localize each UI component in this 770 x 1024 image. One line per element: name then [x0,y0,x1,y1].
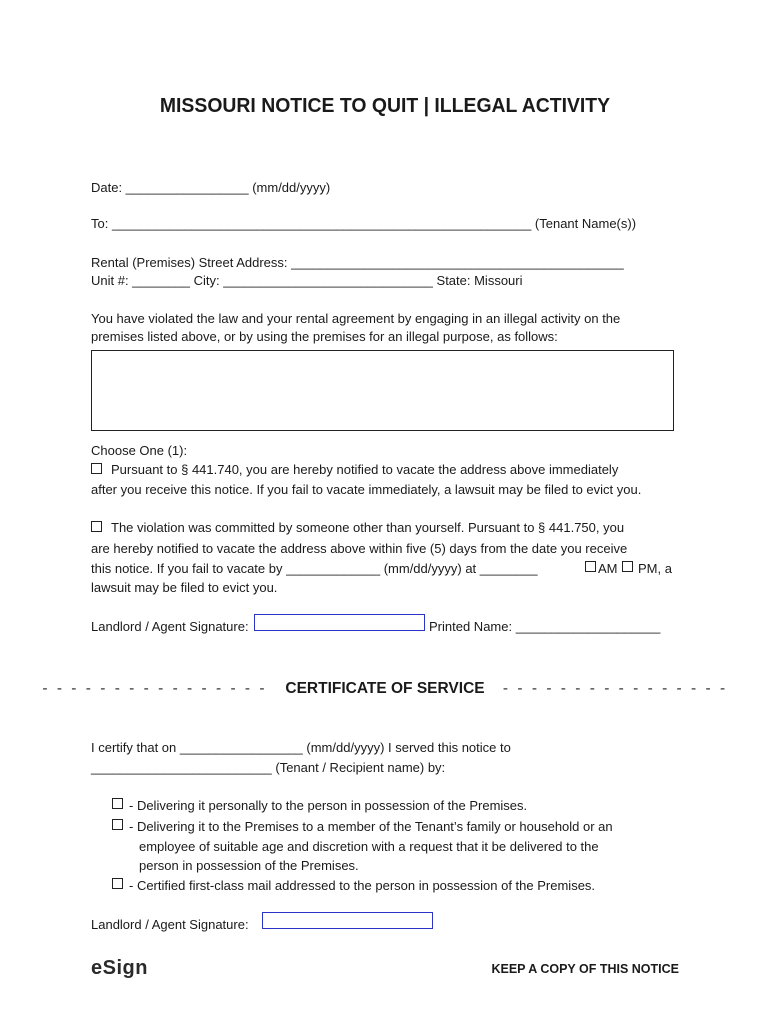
street-address-line: Rental (Premises) Street Address: ______________________________________________ [91,255,624,270]
option-other-person-checkbox[interactable] [91,521,102,532]
tenant-name-line: To: __________________________________________________________ (Tenant Name(s)) [91,216,637,231]
choose-one-label: Choose One (1): [91,443,188,458]
certify-line-1: I certify that on _________________ (mm/dd/yyyy) I served this notice to [91,740,511,755]
cert-dashes-right: - - - - - - - - - - - - - - - - [502,680,728,697]
printed-name-line: Printed Name: ____________________ [429,619,661,634]
method-household-text-3: person in possession of the Premises. [139,858,359,873]
pm-checkbox[interactable] [622,561,633,572]
landlord-signature-field[interactable] [254,614,425,631]
pm-label: PM, a [638,561,672,576]
option-immediate-text-2: after you receive this notice. If you fail to vacate immediately, a lawsuit may be filed to evict you. [91,482,642,497]
illegal-activity-description-field[interactable] [91,350,674,431]
option-immediate-checkbox[interactable] [91,463,102,474]
am-checkbox[interactable] [585,561,596,572]
keep-copy-notice: KEEP A COPY OF THIS NOTICE [491,962,679,976]
certificate-heading: CERTIFICATE OF SERVICE [285,680,485,697]
certify-line-2: _________________________ (Tenant / Recipient name) by: [91,760,446,775]
violation-text-line-2: premises listed above, or by using the premises for an illegal purpose, as follows: [91,329,558,344]
method-personal-text: - Delivering it personally to the person in possession of the Premises. [129,798,528,813]
option-immediate-text-1: Pursuant to § 441.740, you are hereby notified to vacate the address above immediately [111,462,619,477]
method-personal-checkbox[interactable] [112,798,123,809]
landlord-signature-field-2[interactable] [262,912,433,929]
violation-text-line-1: You have violated the law and your rental agreement by engaging in an illegal activity on the [91,311,621,326]
option-other-person-text-1: The violation was committed by someone other than yourself. Pursuant to § 441.750, you [111,520,625,535]
option-other-person-text-2: are hereby notified to vacate the address above within five (5) days from the date you receive [91,541,628,556]
document-title: MISSOURI NOTICE TO QUIT | ILLEGAL ACTIVITY [159,95,611,117]
option-other-person-text-3: this notice. If you fail to vacate by _____________ (mm/dd/yyyy) at ________ [91,561,538,576]
certificate-of-service-header [0,680,770,698]
option-other-person-text-4: lawsuit may be filed to evict you. [91,580,278,595]
am-label: AM [598,561,618,576]
landlord-signature-label: Landlord / Agent Signature: [91,619,249,634]
method-household-text-2: employee of suitable age and discretion with a request that it be delivered to the [139,839,599,854]
landlord-signature-label-2: Landlord / Agent Signature: [91,917,249,932]
cert-dashes-left: - - - - - - - - - - - - - - - - [42,680,268,697]
method-household-text-1: - Delivering it to the Premises to a member of the Tenant’s family or household or an [129,819,613,834]
method-mail-checkbox[interactable] [112,878,123,889]
date-line: Date: _________________ (mm/dd/yyyy) [91,180,331,195]
method-household-checkbox[interactable] [112,819,123,830]
unit-city-state-line: Unit #: ________ City: _____________________________ State: Missouri [91,273,523,288]
method-mail-text: - Certified first-class mail addressed to the person in possession of the Premises. [129,878,596,893]
esign-logo: eSign [91,957,148,979]
